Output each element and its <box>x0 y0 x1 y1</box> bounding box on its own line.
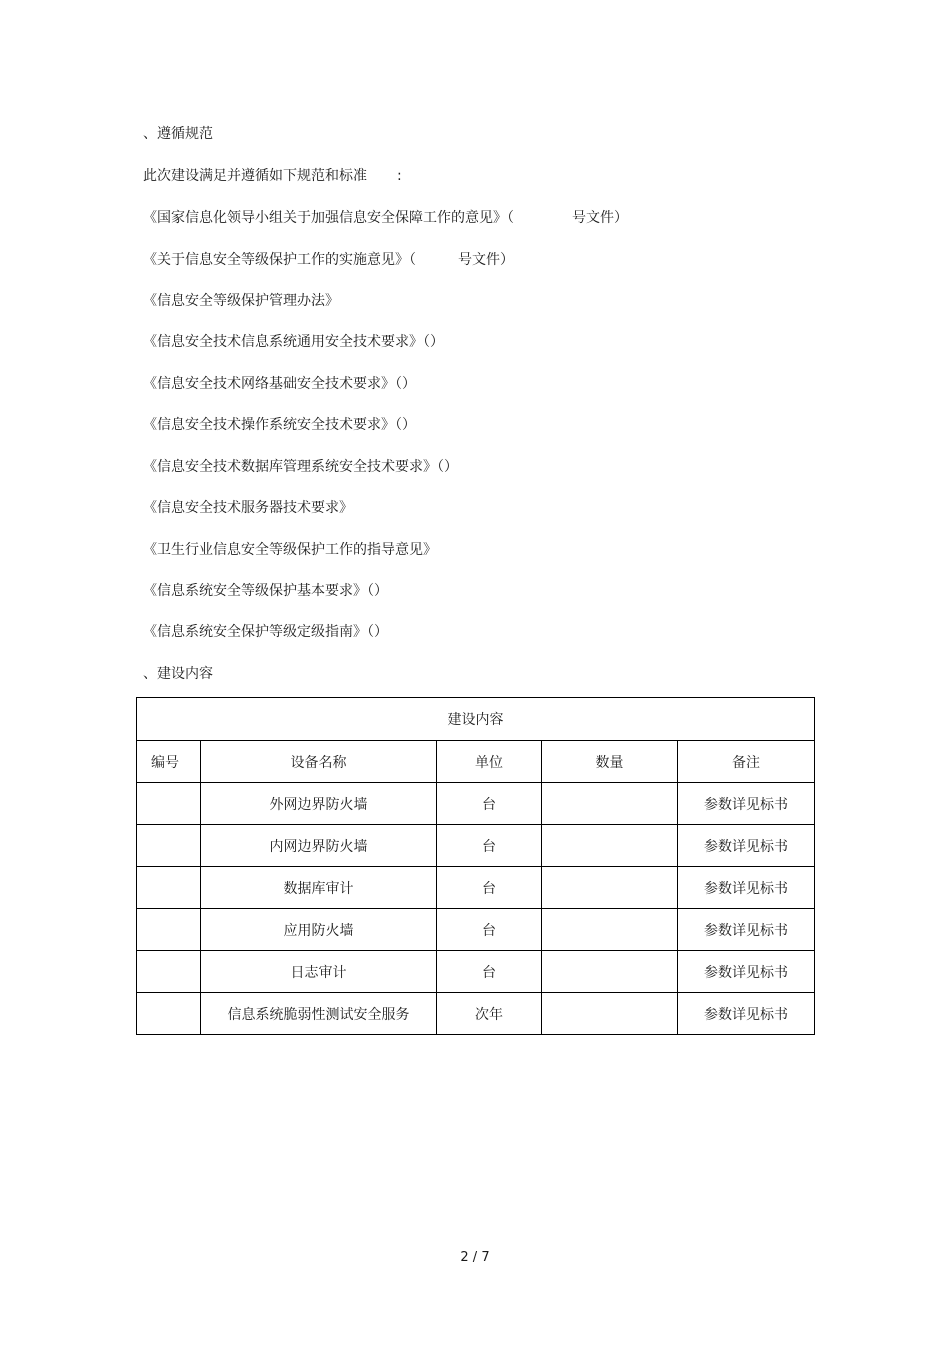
standard-item: 《信息系统安全等级保护基本要求》（） <box>143 583 388 599</box>
intro-text <box>143 166 402 186</box>
cell-unit: 台 <box>437 951 542 993</box>
cell-device-name: 内网边界防火墙 <box>201 825 437 867</box>
cell-remarks: 参数详见标书 <box>678 783 815 825</box>
table-title: 建设内容 <box>137 698 815 741</box>
cell-remarks: 参数详见标书 <box>678 951 815 993</box>
cell-unit: 次年 <box>437 993 542 1035</box>
standard-item: 《信息系统安全保护等级定级指南》（） <box>143 624 388 640</box>
cell-remarks: 参数详见标书 <box>678 825 815 867</box>
table-row <box>137 825 815 867</box>
cell-unit: 台 <box>437 867 542 909</box>
cell-unit: 台 <box>437 825 542 867</box>
cell-number <box>137 783 201 825</box>
table-title-row <box>137 698 815 741</box>
intro-colon: : <box>397 168 402 184</box>
cell-quantity <box>542 825 678 867</box>
standard-item: 《信息安全技术信息系统通用安全技术要求》（） <box>143 334 444 350</box>
cell-device-name: 数据库审计 <box>201 867 437 909</box>
header-device-name: 设备名称 <box>201 741 437 783</box>
section-heading-standards: 、遵循规范 <box>143 126 213 142</box>
table-row <box>137 909 815 951</box>
cell-quantity <box>542 867 678 909</box>
standard-suffix: 号文件） <box>572 210 628 226</box>
cell-quantity <box>542 993 678 1035</box>
table-row <box>137 783 815 825</box>
cell-unit: 台 <box>437 783 542 825</box>
table-header-row <box>137 741 815 783</box>
standard-suffix: 号文件） <box>458 252 514 268</box>
header-unit: 单位 <box>437 741 542 783</box>
construction-content-table <box>136 697 815 1035</box>
cell-quantity <box>542 783 678 825</box>
table-row <box>137 951 815 993</box>
cell-number <box>137 867 201 909</box>
standard-item: 《信息安全技术网络基础安全技术要求》（） <box>143 376 416 392</box>
header-number: 编号 <box>137 741 201 783</box>
cell-device-name: 日志审计 <box>201 951 437 993</box>
cell-remarks: 参数详见标书 <box>678 909 815 951</box>
cell-quantity <box>542 951 678 993</box>
cell-device-name: 信息系统脆弱性测试安全服务 <box>201 993 437 1035</box>
cell-device-name: 应用防火墙 <box>201 909 437 951</box>
standard-item <box>143 208 628 228</box>
cell-number <box>137 993 201 1035</box>
cell-device-name: 外网边界防火墙 <box>201 783 437 825</box>
standard-item: 《信息安全技术服务器技术要求》 <box>143 500 353 516</box>
intro-sentence: 此次建设满足并遵循如下规范和标准 <box>143 168 367 184</box>
standard-item <box>143 250 514 270</box>
cell-number <box>137 909 201 951</box>
standard-item: 《信息安全等级保护管理办法》 <box>143 293 339 309</box>
standard-title: 《关于信息安全等级保护工作的实施意见》（ <box>143 252 416 268</box>
header-quantity: 数量 <box>542 741 678 783</box>
cell-remarks: 参数详见标书 <box>678 867 815 909</box>
standard-title: 《国家信息化领导小组关于加强信息安全保障工作的意见》（ <box>143 210 514 226</box>
cell-unit: 台 <box>437 909 542 951</box>
table-row <box>137 993 815 1035</box>
cell-remarks: 参数详见标书 <box>678 993 815 1035</box>
header-remarks: 备注 <box>678 741 815 783</box>
standard-item: 《信息安全技术操作系统安全技术要求》（） <box>143 417 416 433</box>
cell-number <box>137 825 201 867</box>
table-row <box>137 867 815 909</box>
standard-item: 《卫生行业信息安全等级保护工作的指导意见》 <box>143 542 437 558</box>
standard-item: 《信息安全技术数据库管理系统安全技术要求》（） <box>143 459 458 475</box>
section-heading-content: 、建设内容 <box>143 666 213 682</box>
page-number: 2 / 7 <box>460 1250 490 1265</box>
cell-number <box>137 951 201 993</box>
cell-quantity <box>542 909 678 951</box>
